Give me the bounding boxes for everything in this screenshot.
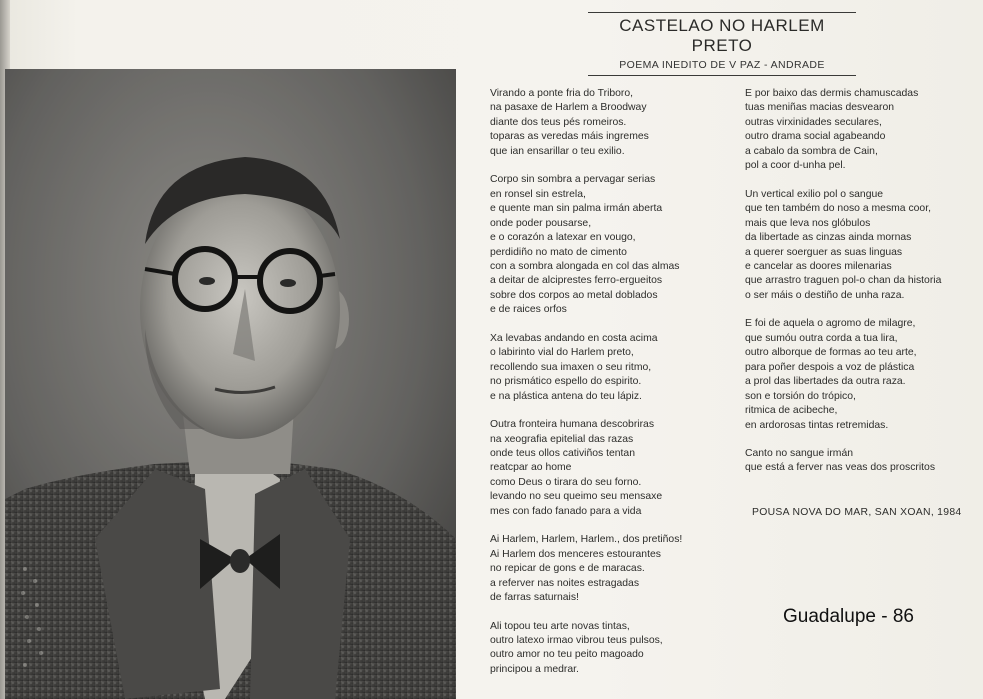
poem-line: Ai Harlem dos menceres estourantes	[490, 548, 661, 560]
poem-line: e na plástica antena do teu lápiz.	[490, 390, 642, 402]
poem-line: para poñer despois a voz de plástica	[745, 361, 915, 373]
poem-line: Canto no sangue irmán	[745, 447, 854, 459]
poem-stanza	[490, 620, 682, 678]
poem-signature: POUSA NOVA DO MAR, SAN XOAN, 1984	[752, 507, 962, 518]
poem-line: a prol das libertades da outra raza.	[745, 376, 906, 388]
poem-line: tuas meniñas macias desvearon	[745, 102, 895, 114]
poem-stanza	[745, 188, 941, 304]
poem-title: CASTELAO NO HARLEM PRETO	[619, 16, 825, 55]
poem-line: na xeografia epitelial das razas	[490, 433, 634, 445]
poem-line: de farras saturnais!	[490, 592, 579, 604]
poem-line: principou a medrar.	[490, 663, 579, 675]
poem-line: que ian ensarillar o teu exilio.	[490, 145, 625, 157]
poem-line: que arrastro traguen pol-o chan da historia	[745, 275, 942, 287]
poem-line: diante dos teus pés romeiros.	[490, 116, 627, 128]
poem-stanza	[490, 533, 682, 605]
poem-stanza	[745, 447, 941, 476]
poem-line: outro drama social agabeando	[745, 131, 886, 143]
poem-line: toparas as veredas máis ingremes	[490, 131, 649, 143]
poem-line: e cancelar as doores milenarias	[745, 260, 892, 272]
poem-line: a querer soerguer as suas linguas	[745, 246, 903, 258]
poem-line: a deitar de alciprestes ferro-ergueitos	[490, 275, 663, 287]
poem-line: e o corazón a latexar en vougo,	[490, 232, 636, 244]
poem-line: pol a coor d-unha pel.	[745, 160, 846, 172]
portrait-photo	[5, 69, 456, 699]
poem-line: reatcpar ao home	[490, 462, 572, 474]
poem-line: o ser máis o destiño de unha raza.	[745, 289, 905, 301]
poem-line: e de raices orfos	[490, 304, 567, 316]
poem-stanza	[745, 317, 941, 433]
poem-line: ritmica de acibeche,	[745, 405, 838, 417]
poem-line: Xa levabas andando en costa acima	[490, 332, 658, 344]
poem-line: levando no seu queimo seu mensaxe	[490, 491, 663, 503]
poem-line: mes con fado fanado para a vida	[490, 505, 642, 517]
poem-line: sobre dos corpos ao metal doblados	[490, 289, 658, 301]
poem-line: como Deus o tirara do seu forno.	[490, 476, 642, 488]
poem-line: mais que leva nos glóbulos	[745, 217, 871, 229]
title-block	[588, 12, 856, 76]
poem-line: outro amor no teu peito magoado	[490, 649, 644, 661]
poem-stanza	[490, 418, 682, 519]
poem-stanza	[490, 173, 682, 318]
poem-line: en ronsel sin estrela,	[490, 188, 586, 200]
poem-line: recollendo sua imaxen o seu ritmo,	[490, 361, 652, 373]
poem-line: Ai Harlem, Harlem, Harlem., dos pretiños!	[490, 534, 683, 546]
poem-line: perdidiño no mato de cimento	[490, 246, 627, 258]
poem-line: outro alborque de formas ao teu arte,	[745, 347, 917, 359]
poem-line: Outra fronteira humana descobriras	[490, 419, 655, 431]
title-rule-bottom	[588, 75, 856, 76]
poem-line: Un vertical exilio pol o sangue	[745, 188, 884, 200]
poem-line: onde teus ollos cativiños tentan	[490, 447, 635, 459]
poem-line: E foi de aquela o agromo de milagre,	[745, 318, 916, 330]
poem-line: E por baixo das dermis chamuscadas	[745, 88, 919, 99]
poem-line: Ali topou teu arte novas tintas,	[490, 620, 630, 632]
poem-line: que sumóu outra corda a tua lira,	[745, 332, 898, 344]
poem-line: Corpo sin sombra a pervagar serias	[490, 174, 656, 186]
poem-subtitle: POEMA INEDITO DE V PAZ - ANDRADE	[619, 59, 825, 71]
poem-column-left	[490, 87, 682, 691]
portrait-illustration	[5, 69, 456, 699]
poem-line: no prismático espello do espirito.	[490, 376, 642, 388]
poem-line: na pasaxe de Harlem a Broodway	[490, 102, 647, 114]
poem-line: outras virxinidades seculares,	[745, 116, 882, 128]
poem-line: que está a ferver nas veas dos proscritos	[745, 462, 936, 474]
poem-line: Virando a ponte fria do Triboro,	[490, 88, 634, 99]
image-caption: Guadalupe - 86	[783, 606, 914, 627]
title-rule-top	[588, 12, 856, 13]
poem-line: e quente man sin palma irmán aberta	[490, 203, 663, 215]
poem-line: con a sombra alongada en col das almas	[490, 260, 680, 272]
poem-line: a referver nas noites estragadas	[490, 577, 640, 589]
poem-line: da libertade as cinzas ainda mornas	[745, 232, 912, 244]
poem-column-right	[745, 87, 941, 490]
poem-line: onde poder pousarse,	[490, 217, 592, 229]
poem-line: son e torsión do trópico,	[745, 390, 856, 402]
poem-stanza	[490, 87, 682, 159]
poem-stanza	[490, 332, 682, 404]
poem-line: o labirinto vial do Harlem preto,	[490, 347, 634, 359]
poem-line: que ten também do noso a mesma coor,	[745, 203, 931, 215]
poem-line: outro latexo irmao vibrou teus pulsos,	[490, 634, 663, 646]
poem-line: a cabalo da sombra de Cain,	[745, 145, 878, 157]
poem-stanza	[745, 87, 941, 174]
poem-line: no repicar de gons e de maracas.	[490, 563, 645, 575]
poem-line: en ardorosas tintas retremidas.	[745, 419, 889, 431]
